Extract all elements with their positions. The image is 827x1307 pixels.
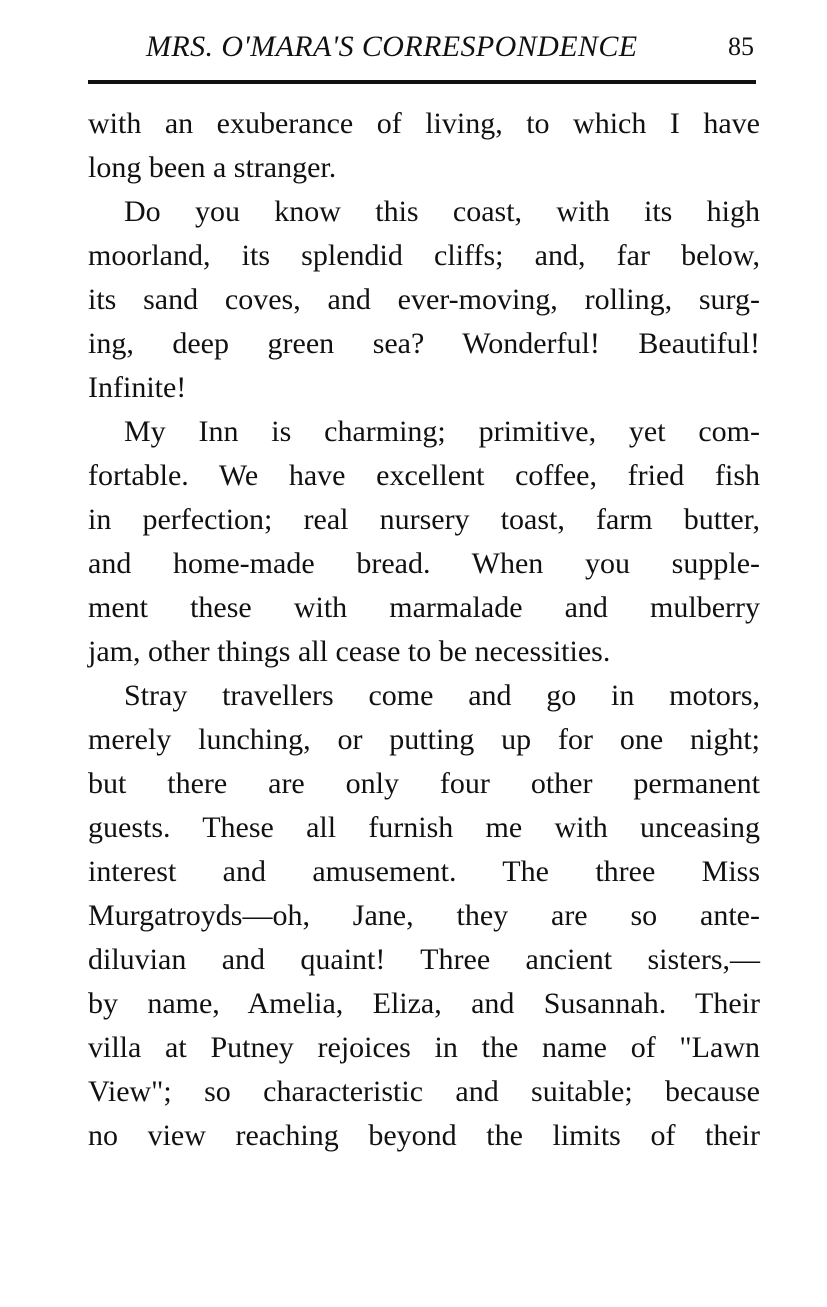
text-line: Infinite! [88,371,187,404]
text-line: interest and amusement. The three Miss [88,855,760,888]
text-line: Do you know this coast, with its high [124,195,760,228]
text-line: ing, deep green sea? Wonderful! Beautiful! [88,327,760,360]
text-line: Murgatroyds—oh, Jane, they are so ante- [88,899,760,932]
text-line: View"; so characteristic and suitable; because [88,1075,760,1108]
text-line: ment these with marmalade and mulberry [88,591,760,624]
paragraph [88,674,760,1158]
text-line: moorland, its splendid cliffs; and, far below, [88,239,760,272]
text-line: diluvian and quaint! Three ancient sisters,— [88,943,760,976]
text-line: My Inn is charming; primitive, yet com- [124,415,760,448]
text-line: villa at Putney rejoices in the name of "Lawn [88,1031,760,1064]
text-line: and home-made bread. When you supple- [88,547,760,580]
running-head [90,30,758,70]
text-line: merely lunching, or putting up for one night; [88,723,760,756]
paragraph [88,190,760,410]
text-line: no view reaching beyond the limits of their [88,1119,760,1152]
text-line: with an exuberance of living, to which I have [88,107,760,140]
text-line: long been a stranger. [88,151,337,184]
text-line: by name, Amelia, Eliza, and Susannah. Their [88,987,760,1020]
text-line: fortable. We have excellent coffee, fried fish [88,459,760,492]
text-line: jam, other things all cease to be necessities. [88,635,611,668]
paragraph [88,410,760,674]
text-line: Stray travellers come and go in motors, [124,679,760,712]
text-line: its sand coves, and ever-moving, rolling, surg- [88,283,760,316]
paragraph [88,102,760,190]
running-title: MRS. O'MARA'S CORRESPONDENCE [146,30,638,63]
header-rule [88,80,756,84]
text-line: guests. These all furnish me with unceasing [88,811,760,844]
body-text [88,102,760,1158]
text-line: in perfection; real nursery toast, farm butter, [88,503,760,536]
page-number: 85 [728,32,754,61]
text-line: but there are only four other permanent [88,767,760,800]
